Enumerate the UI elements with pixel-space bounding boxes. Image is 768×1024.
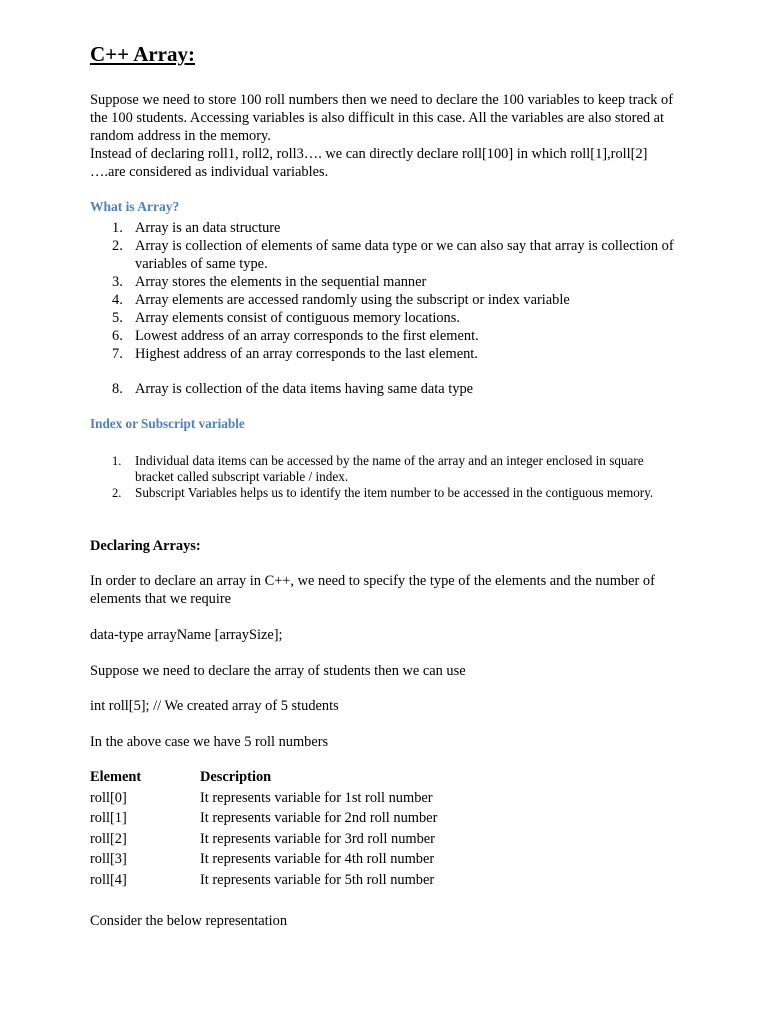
declaring-example-intro: Suppose we need to declare the array of students then we can use — [90, 663, 466, 679]
table-cell-description: It represents variable for 3rd roll number — [200, 830, 435, 847]
table-cell-element: roll[3] — [90, 851, 127, 867]
table-cell-description: It represents variable for 4th roll number — [200, 851, 435, 867]
list-item-number: 4. — [112, 292, 123, 308]
list-item-number: 8. — [112, 381, 123, 397]
index-subscript-list — [90, 453, 680, 501]
table-cell-element: roll[0] — [90, 789, 127, 806]
table-cell-element: roll[4] — [90, 871, 127, 888]
list-item-number: 2. — [112, 238, 123, 254]
table-row — [90, 789, 590, 810]
declaration-code-example: int roll[5]; // We created array of 5 students — [90, 698, 339, 714]
intro-paragraph-1: Suppose we need to store 100 roll numbers then we need to declare the 100 variables to keep track of the 100 students. Accessing variables is also difficult in this case. All the variables are also stored at random address in the memory. — [90, 92, 674, 144]
list-item — [90, 327, 680, 345]
column-header-element: Element — [90, 769, 142, 785]
list-item-number: 1. — [112, 220, 123, 236]
list-item-text: Array is an data structure — [135, 220, 281, 236]
list-item-number: 7. — [112, 346, 123, 362]
table-cell-element: roll[2] — [90, 830, 127, 847]
table-row — [90, 809, 590, 830]
intro-paragraph-2: Instead of declaring roll1, roll2, roll3…. we can directly declare roll[100] in which roll[1],roll[2] ….are considered as individual variables. — [90, 146, 648, 180]
list-item-text: Array elements are accessed randomly using the subscript or index variable — [135, 292, 570, 308]
list-item — [90, 309, 680, 327]
list-item — [90, 345, 680, 363]
column-header-description: Description — [200, 769, 272, 785]
index-subscript-heading: Index or Subscript variable — [90, 416, 245, 431]
list-item-text: Array stores the elements in the sequential manner — [135, 274, 427, 290]
declaring-paragraph: In order to declare an array in C++, we need to specify the type of the elements and the number of elements that we require — [90, 573, 655, 607]
what-is-array-heading: What is Array? — [90, 199, 180, 214]
list-item-number: 2. — [112, 486, 122, 500]
closing-sentence: Consider the below representation — [90, 913, 288, 929]
table-row — [90, 871, 590, 892]
what-is-array-list-continued — [90, 380, 680, 398]
list-item-text: Lowest address of an array corresponds to the first element. — [135, 328, 479, 344]
table-header-row — [90, 768, 590, 789]
list-item-text: Individual data items can be accessed by the name of the array and an integer enclosed in square bracket called subscript variable / index. — [135, 453, 644, 484]
table-cell-element: roll[1] — [90, 810, 127, 826]
what-is-array-list — [90, 219, 680, 363]
list-item-text: Array elements consist of contiguous memory locations. — [135, 310, 460, 326]
list-item — [90, 453, 680, 485]
intro-section — [90, 91, 680, 181]
list-item — [90, 291, 680, 309]
list-item-text: Array is collection of elements of same data type or we can also say that array is collection of variables of same type. — [135, 238, 674, 272]
list-item — [90, 273, 680, 291]
list-item-number: 6. — [112, 328, 123, 344]
page-title: C++ Array: — [90, 42, 195, 66]
element-description-table — [90, 768, 590, 891]
list-item-number: 1. — [112, 454, 122, 468]
list-item — [90, 237, 680, 273]
list-item-text: Highest address of an array corresponds to the last element. — [135, 346, 478, 362]
table-cell-description: It represents variable for 1st roll number — [200, 789, 433, 806]
table-cell-description: It represents variable for 5th roll number — [200, 871, 435, 888]
list-item-text: Subscript Variables helps us to identify the item number to be accessed in the contiguous memory. — [135, 485, 654, 500]
declaring-arrays-heading: Declaring Arrays: — [90, 538, 201, 554]
declaration-syntax: data-type arrayName [arraySize]; — [90, 627, 283, 643]
list-item-text: Array is collection of the data items having same data type — [135, 381, 474, 397]
list-item — [90, 485, 680, 501]
table-row — [90, 830, 590, 851]
list-item-number: 5. — [112, 310, 123, 326]
list-item — [90, 219, 680, 237]
roll-numbers-note: In the above case we have 5 roll numbers — [90, 734, 329, 750]
list-item — [90, 380, 680, 398]
table-row — [90, 850, 590, 871]
table-cell-description: It represents variable for 2nd roll number — [200, 810, 438, 826]
list-item-number: 3. — [112, 274, 123, 290]
